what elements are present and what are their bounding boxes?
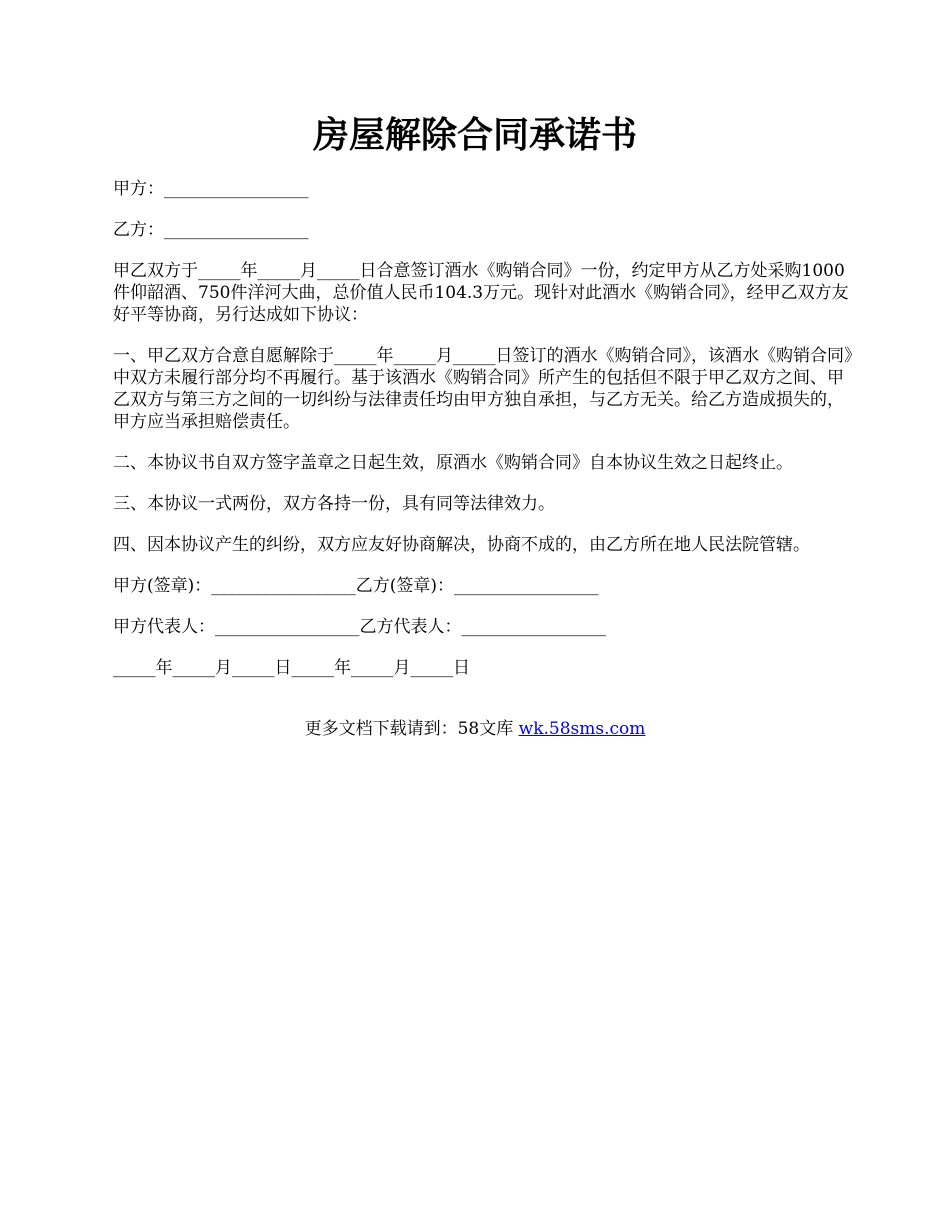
clause-two: 二、本协议书自双方签字盖章之日起生效，原酒水《购销合同》自本协议生效之日起终止。 — [113, 453, 793, 473]
document-body — [113, 178, 853, 698]
download-footer — [0, 718, 950, 740]
clause-one: 一、甲乙双方合意自愿解除于_____年_____月_____日签订的酒水《购销合同》，该酒水《购销合同》中双方未履行部分均不再履行。基于该酒水《购销合同》所产生的包括但不限于甲乙双方之间、甲乙双方与第三方之间的一切纠纷与法律责任均由甲方独自承担，与乙方无关。给乙方造成损失的，甲方应当承担赔偿责任。 — [113, 346, 853, 432]
clause-three: 三、本协议一式两份，双方各持一份，具有同等法律效力。 — [113, 494, 555, 514]
party-a-line: 甲方：_________________ — [113, 179, 309, 199]
signature-line: 甲方(签章)：_________________乙方(签章)：_________________ — [113, 576, 599, 596]
date-line: _____年_____月_____日_____年_____月_____日 — [113, 658, 470, 678]
party-b-line: 乙方：_________________ — [113, 220, 309, 240]
footer-link[interactable]: wk.58sms.com — [518, 719, 646, 739]
preamble-paragraph: 甲乙双方于_____年_____月_____日合意签订酒水《购销合同》一份，约定甲方从乙方处采购1000件仰韶酒、750件洋河大曲，总价值人民币104.3万元。现针对此酒水《购销合同》，经甲乙双方友好平等协商，另行达成如下协议： — [113, 261, 849, 325]
document-title: 房屋解除合同承诺书 — [312, 114, 637, 156]
footer-text: 更多文档下载请到：58文库 — [304, 719, 519, 739]
representative-line: 甲方代表人：_________________乙方代表人：_________________ — [113, 617, 606, 637]
clause-four: 四、因本协议产生的纠纷，双方应友好协商解决，协商不成的，由乙方所在地人民法院管辖。 — [113, 535, 810, 555]
